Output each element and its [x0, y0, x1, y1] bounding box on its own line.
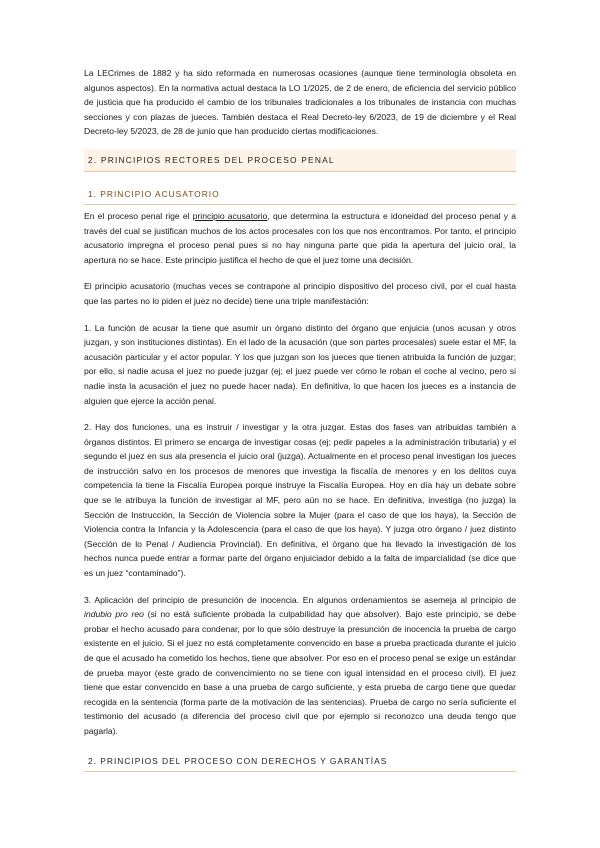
paragraph-text: 3. Aplicación del principio de presunción de inocencia. En algunos ordenamientos se asemeja al principio de — [84, 594, 516, 605]
section-heading-principios-rectores: 2. PRINCIPIOS RECTORES DEL PROCESO PENAL — [84, 149, 516, 172]
paragraph-point-2: 2. Hay dos funciones, una es instruir / investigar y la otra juzgar. Estas dos fases van atribuidas también a órganos distintos. El primero se encarga de investigar cosas (ej; pedir papeles a la administración tributaria) y el segundo el juez en sus ala presencia el juicio oral (juzga). Actualmente en el proceso penal investigan los jueces de instrucción salvo en los procesos de menores que investiga la fiscalía de menores y en los delitos cuya competencia la tiene la Fiscalía Europea porque instruye la Fiscalía Europea. Hoy en día hay un debate sobre que se le atribuya la función de investigar al MF, pero aún no se hace. En definitiva, investiga (no juzga) la Sección de Instrucción, la Sección de Violencia sobre la Mujer (para el caso de que los haya), la Sección de Violencia contra la Infancia y la Adolescencia (para el caso de que los haya). Y juzga otro órgano / juez distinto (Sección de lo Penal / Audiencia Provincial). En definitiva, el órgano que ha llevado la investigación de los hechos nunca puede entrar a formar parte del órgano enjuiciador debido a la falta de imparcialidad (se dice que es un juez “contaminado”). — [84, 422, 516, 579]
document-page — [84, 66, 516, 772]
intro-paragraph: La LECrimes de 1882 y ha sido reformada en numerosas ocasiones (aunque tiene terminología obsoleta en algunos aspectos). En la normativa actual destaca la LO 1/2025, de 2 de enero, de eficiencia del servicio público de justicia que ha producido el cambio de los tribunales tradicionales a los tribunales de instancia con muchas secciones y con plazas de jueces. También destaca el Real Decreto-ley 6/2023, de 19 de diciembre y el Real Decreto-ley 5/2023, de 28 de junio que han producido ciertas modificaciones. — [84, 68, 516, 137]
paragraph-text: En el proceso penal rige el — [84, 210, 193, 221]
section-heading-derechos-garantias: 2. PRINCIPIOS DEL PROCESO CON DERECHOS Y GARANTÍAS — [84, 751, 516, 772]
indubio-pro-reo-term: indubio pro reo — [84, 609, 144, 620]
subsection-heading-principio-acusatorio: 1. PRINCIPIO ACUSATORIO — [84, 184, 516, 205]
paragraph-point-3 — [84, 593, 516, 739]
paragraph-text: (si no está suficiente probada la culpabilidad hay que absolver). Bajo este principio, se debe probar el hecho acusado para condenar, por lo que sólo destruye la presunción de inocencia la prueba de cargo existente en el juicio. Si el juez no está completamente convencido en base a prueba practicada durante el juicio de que el acusado ha cometido los hechos, tiene que absolver. Por eso en el proceso penal se exige un estándar de prueba mayor (este grado de convencimiento no se tiene con igual intensidad en el proceso civil). El juez tiene que estar convencido en base a una prueba de cargo suficiente, y esta prueba de cargo tiene que quedar recogida en la sentencia (forma parte de la motivación de las sentencias). Prueba de cargo no sería suficiente el testimonio del acusado (a diferencia del proceso civil que por ejemplo si reconozco una deuda tengo que pagarla). — [84, 609, 516, 736]
paragraph-point-1: 1. La función de acusar la tiene que asumir un órgano distinto del órgano que enjuicia (unos acusan y otros juzgan, y son instituciones distintas). En el lado de la acusación (que son partes procesales) suele estar el MF, la acusación particular y el actor popular. Y los que juzgan son los jueces que tienen atribuida la función de juzgar; por ello, si nadie acusa el juez no puede juzgar (ej; el juez puede ver cómo le roban el coche al vecino, pero si nadie insta la acusación el juez no puede hacer nada). En definitiva, lo que hacen los jueces es a instancia de alguien que ejerce la acción penal. — [84, 322, 516, 406]
paragraph-text: , que determina la estructura e idoneidad del proceso penal y a través del cual se justifican muchos de los actos procesales con los que nos encontramos. Por tanto, el principio acusatorio impregna el proceso penal pues si no hay ninguna parte que pida la apertura del juicio oral, la apertura no se hace. Este principio justifica el hecho de que el juez tome una decisión. — [84, 210, 516, 265]
paragraph-triple-manifestacion: El principio acusatorio (muchas veces se contrapone al principio dispositivo del proceso civil, por el cual hasta que las partes no lo piden el juez no decide) tiene una triple manifestación: — [84, 281, 516, 306]
principio-acusatorio-link[interactable]: principio acusatorio — [192, 210, 268, 221]
paragraph-principio-acusatorio — [84, 209, 516, 267]
